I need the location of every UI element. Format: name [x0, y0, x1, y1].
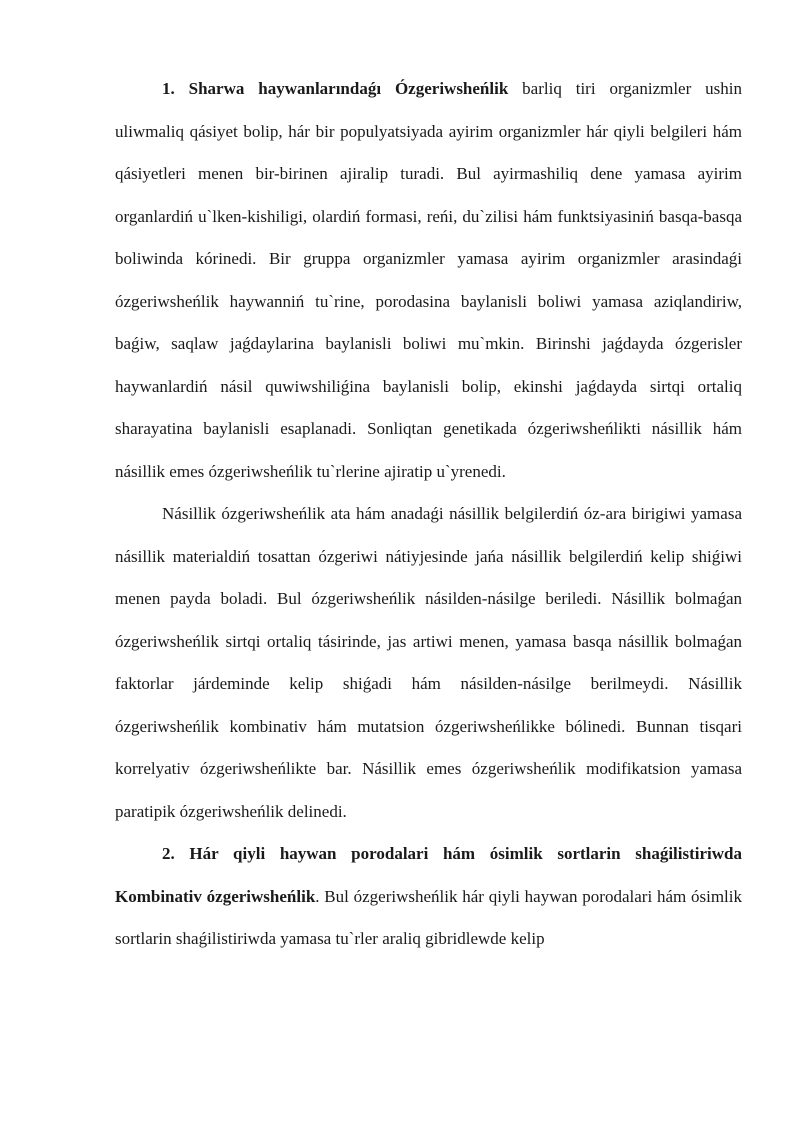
- section-heading-1: 1. Sharwa haywanlarındaǵı Ózgeriwsheńlik: [162, 79, 509, 98]
- paragraph-3: [115, 833, 742, 961]
- paragraph-3-text: . Bul ózgeriwsheńlik hár qiyli haywan porodalari hám ósimlik sortlarin shaǵilistiriwda yamasa tu`rler araliq gibridlewde kelip: [115, 886, 742, 948]
- paragraph-1: [115, 68, 742, 493]
- paragraph-2: [115, 493, 742, 833]
- document-page: [115, 68, 742, 961]
- paragraph-1-text: barliq tiri organizmler ushin uliwmaliq qásiyet bolip, hár bir populyatsiyada ayirim organizmler hár qiyli belgileri hám qásiyetleri menen bir-birinen ajiralip turadi. Bul ayirmashiliq dene yamasa ayirim organlardiń u`lken-kishiligi, olardiń formasi, reńi, du`zilisi hám funktsiyasiniń basqa-basqa boliwinda kórinedi. Bir gruppa organizmler yamasa ayirim organizmler arasindaǵi ózgeriwsheńlik haywanniń tu`rine, porodasina baylanisli boliwi yamasa aziqlandiriw, baǵiw, saqlaw jaǵdaylarina baylanisli boliwi mu`mkin. Birinshi jaǵdayda ózgerisler haywanlardiń násil quwiwshiliǵina baylanisli bolip, ekinshi jaǵdayda sirtqi ortaliq sharayatina baylanisli esaplanadi. Sonliqtan genetikada ózgeriwsheńlikti násillik hám násillik emes ózgeriwsheńlik tu`rlerine ajiratip u`yrenedi.: [115, 79, 742, 481]
- section-heading-2: 2. Hár qiyli haywan porodalari hám ósimlik sortlarin shaǵilistiriwda Kombinativ ózgeriwsheńlik: [115, 844, 742, 906]
- paragraph-2-text: Násillik ózgeriwsheńlik ata hám anadaǵi násillik belgilerdiń óz-ara birigiwi yamasa násillik materialdiń tosattan ózgeriwi nátiyjesinde jańa násillik belgilerdiń kelip shiǵiwi menen payda boladi. Bul ózgeriwsheńlik násilden-násilge beriledi. Násillik bolmaǵan ózgeriwsheńlik sirtqi ortaliq tásirinde, jas artiwi menen, yamasa basqa násillik bolmaǵan faktorlar járdeminde kelip shiǵadi hám násilden-násilge berilmeydi. Násillik ózgeriwsheńlik kombinativ hám mutatsion ózgeriwsheńlikke bólinedi. Bunnan tisqari korrelyativ ózgeriwsheńlikte bar. Násillik emes ózgeriwsheńlik modifikatsion yamasa paratipik ózgeriwsheńlik delinedi.: [115, 504, 742, 821]
